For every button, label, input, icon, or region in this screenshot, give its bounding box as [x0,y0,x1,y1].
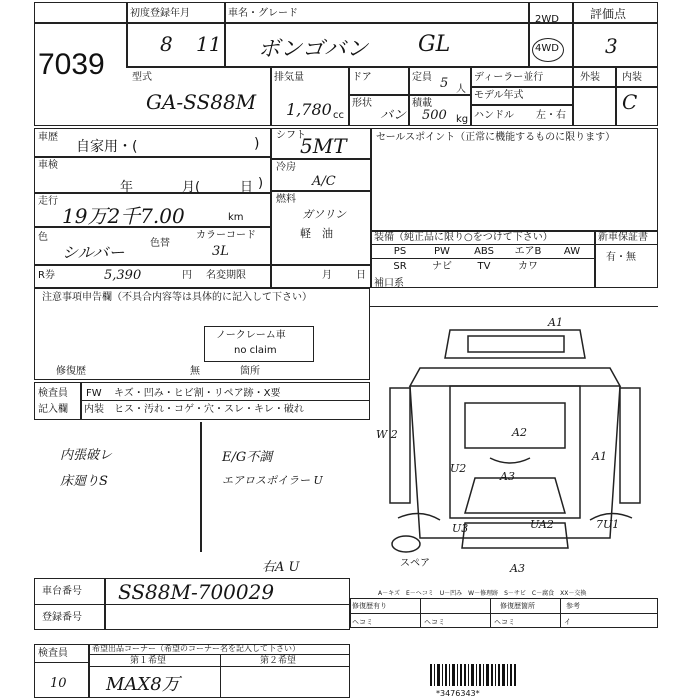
fw-items: キズ・凹み・ヒビ割・リペア跡・X要 [114,388,281,399]
bottom-price-label: 希望出品コーナー（希望のコーナー名を記入して下さい） [92,644,300,653]
recycle-label: R券 [38,270,55,281]
equip-airbag: エアB [514,246,542,257]
damage-rear-left: U3 [452,522,469,535]
seats-value: 5 [440,76,449,91]
damage-rear-door: A3 [500,470,515,483]
mileage-label: 走行 [38,196,58,207]
registration-label: 登録番号 [42,612,82,623]
note-bottom: 右A U [262,560,300,575]
repair-place: 箇所 [240,366,260,377]
name-change-label: 名変期限 [206,270,246,281]
grade: GL [418,32,451,57]
sales-point-label: セールスポイント（正常に機能するものに限ります） [376,132,616,143]
equip-aw: AW [563,246,581,257]
handle-label: ハンドル [474,110,514,121]
damage-left-side: W 2 [376,428,398,441]
model-name: ボンゴバン [258,37,369,62]
mileage-value: 19万2千7.00 [62,204,185,228]
shaken-day: 日 [240,180,254,195]
color-value: シルバー [62,243,125,262]
model-label: 車名・グレード [228,8,298,19]
usage-value: 自家用・( [76,139,138,155]
load-value: 500 [422,108,447,123]
bottom-second-label: 第２希望 [260,656,297,666]
inspector-label: 検査員 [38,388,68,399]
model-year-label: モデル年式 [474,90,524,101]
displacement-value: 1,780 [286,100,332,119]
load-label: 積載 [412,98,432,109]
shaken-label: 車検 [38,160,58,171]
type-label: 型式 [132,72,152,83]
equip-abs: ABS [474,246,494,257]
usage-label: 車歴 [38,132,58,143]
mileage-unit: km [228,212,244,223]
damage-roof: A2 [512,426,527,439]
remarks-label: 補口系 [374,278,404,289]
shape-value: バン [380,108,407,123]
interior-items-label: 内装 [84,404,104,415]
shaken-month: 月( [182,180,201,195]
bottom-seats-value: 10 [50,676,67,691]
car-damage-diagram [380,308,658,578]
equip-pw: PW [434,246,450,257]
load-unit: kg [456,114,469,125]
shift-label: シフト [276,130,306,141]
legend-row2-4: イ [564,618,571,626]
equip-sr: SR [393,261,407,272]
color-label: 色 [38,232,48,243]
usage-close: ) [254,136,260,152]
recycle-unit: 円 [182,270,192,281]
ac-value: A/C [312,174,336,189]
color-change-label: 色替 [150,238,170,249]
shaken-close: ) [258,176,264,191]
interior-items: ヒス・汚れ・コゲ・穴・スレ・キレ・破れ [114,404,304,415]
equip-ps: PS [393,246,407,257]
legend-row2-1: ヘコミ [352,618,373,626]
interior-label: 内装 [622,72,642,83]
equipment-label: 装備（純正品に限り○をつけて下さい） [374,232,553,243]
reg-year: 8 [160,32,173,56]
no-claim-en: no claim [234,345,277,356]
header-frame [34,2,658,126]
lot-number: 7039 [38,48,105,81]
dealer-label: ディーラー並行 [474,72,544,83]
note-right-2: エアロスポイラー U [222,474,323,487]
legend-cell-1: 修復歴有り [352,602,387,610]
repair-value: 無 [190,366,200,377]
legend-cell-3: 参考 [566,602,580,610]
type-value: GA-SS88M [146,90,257,114]
equip-tv: TV [477,261,491,272]
new-car-label: 新車保証書 [598,232,648,243]
drive-2wd: 2WD [535,14,559,25]
interior-grade: C [622,90,638,114]
doors-label: ドア [352,72,372,83]
seats-unit: 人 [456,84,466,95]
exterior-label: 外装 [580,72,600,83]
bottom-seats-label: 検査員 [38,648,68,659]
damage-bumper: A3 [510,562,525,575]
shift-value: 5MT [300,134,347,158]
fuel-value: ガソリン [302,208,346,221]
fuel-light-oil: 軽 油 [300,227,333,240]
chassis-label: 車台番号 [42,586,82,597]
seats-label: 定員 [412,72,432,83]
fw-label: FW [86,388,102,399]
chassis-value: SS88M-700029 [118,580,275,604]
no-claim-jp: ノークレーム車 [216,330,286,341]
legend-row2-3: ヘコミ [494,618,515,626]
displacement-unit: cc [333,110,344,121]
repair-label: 修復歴 [56,366,86,377]
name-change-month: 月 [322,270,332,281]
damage-rear-right: UA2 [530,518,554,531]
legend-row2-2: ヘコミ [424,618,445,626]
score-value: 3 [605,34,618,58]
fuel-label: 燃料 [276,194,296,205]
bottom-first-label: 第１希望 [130,656,167,666]
color-code-value: 3L [212,244,229,259]
legend-line: A－キズ E－ヘコミ U－凹み W－修理跡 S－サビ C－腐食 XX－交換 [378,590,587,597]
spare-label: スペア [400,558,430,569]
equip-leather: カワ [518,261,538,272]
first-reg-label: 初度登録年月 [130,8,190,19]
shape-label: 形状 [352,98,372,109]
legend-cell-2: 修復歴箇所 [500,602,535,610]
handle-options: 左・右 [536,110,566,121]
new-car-value: 有・無 [606,252,636,263]
name-change-day: 日 [356,270,366,281]
drive-4wd: 4WD [535,43,559,54]
note-left-1: 内張破レ [60,448,113,463]
ac-label: 冷房 [276,162,296,173]
notes-label: 注意事項申告欄（不具合内容等は具体的に記入して下さい） [42,292,312,303]
equip-navi: ナビ [432,261,452,272]
barcode-text: *3476343* [436,689,480,698]
displacement-label: 排気量 [274,72,304,83]
record-label: 記入欄 [38,404,68,415]
damage-front: A1 [548,316,563,329]
color-code-label: カラーコード [196,230,256,241]
damage-door-left: U2 [450,462,467,475]
recycle-value: 5,390 [104,268,142,283]
bottom-price-value: MAX8万 [106,674,180,695]
score-label: 評価点 [590,7,627,21]
note-left-2: 床廻りS [60,474,108,489]
damage-rear-right-mark: 7U1 [596,518,620,531]
reg-month: 11 [196,32,222,56]
note-right-1: E/G不調 [222,450,273,465]
shaken-year: 年 [120,180,134,195]
damage-body-right: A1 [592,450,607,463]
